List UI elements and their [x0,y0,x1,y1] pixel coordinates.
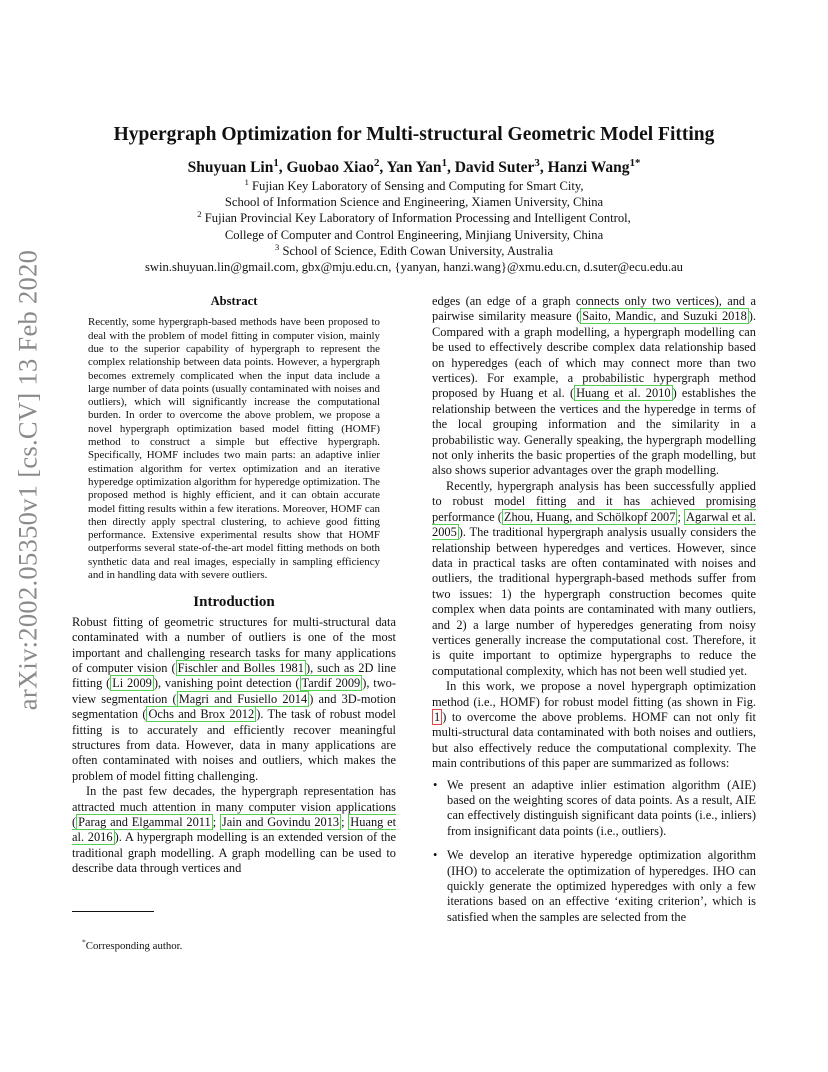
author-name: Yan Yan [386,159,442,176]
affiliation-line [0,194,828,210]
contribution-item: • We present an adaptive inlier estimation algorithm (AIE) based on the weighting scores of data points. As a result, AIE can effectively distinguish significant data points (i.e., inliers) from insignificant data points (i.e., outliers). [447,778,756,840]
right-paragraph-2: Recently, hypergraph analysis has been successfully applied to robust model fitting and it has achieved promising performance ( Zhou, Huang, and Schölkopf 2007 ; Agarwal et al. 2005 ). The traditional hypergraph analysis usually considers the relationship between hyperedges and vertices. However, since data in practical tasks are often contaminated with noises and outliers, the traditional hypergraph-based methods suffer from two issues: 1) the hypergraph construction becomes quite complex when data points are contaminated with many outliers, and 2) a large number of hyperedges generating from noisy vertices generally increase the computational cost. Therefore, it is quite important to optimize hypergraphs to reduce the computational complexity, which has not been well studied yet. [432,478,756,678]
right-paragraph-3: In this work, we propose a novel hypergraph optimization method (i.e., HOMF) for robust model fitting (as shown in Fig. 1 ) to overcome the above problems. HOMF can not only fit multi-structural data contaminated with both noises and outliers, but also effectively reduce the computational complexity. The main contributions of this paper are summarized as follows: [432,679,756,771]
citation-link[interactable]: Tardif 2009 [301,676,361,691]
citation-link[interactable]: Saito, Mandic, and Suzuki 2018 [582,309,747,324]
right-column [432,294,756,934]
author-affiliation-mark: 1* [629,156,641,169]
author-affiliation-mark: 2 [373,156,380,169]
footnote-text: Corresponding author. [85,940,183,952]
affiliation-text: Fujian Provincial Key Laboratory of Information Processing and Intelligent Control, [204,211,631,226]
intro-paragraph-1: Robust fitting of geometric structures for multi-structural data contaminated with a number of outliers is one of the most important and challenging research tasks for many applications of computer vision ( Fischler and Bolles 1981 ), such as 2D line fitting ( Li 2009 ), vanishing point detection ( Tardif 2009 ), two-view segmentation ( Magri and Fusiello 2014 ) and 3D-motion segmentation ( Ochs and Brox 2012 ). The task of robust model fitting is to accurately and efficiently recover meaningful structures from data. However, data in many applications are often contaminated with noises and outliers, which makes the problem of model fitting challenging. [72,614,397,783]
affiliation-text: School of Science, Edith Cowan University, Australia [282,243,554,258]
introduction-heading: Introduction [193,594,275,611]
figure-reference-link[interactable]: 1 [434,709,441,724]
affiliation-text: School of Information Science and Engineering, Xiamen University, China [224,195,604,210]
author-affiliation-mark: 1 [441,156,447,169]
affiliation-line [0,178,828,194]
author-affiliation-mark: 1 [273,156,279,169]
citation-link[interactable]: Fischler and Bolles 1981 [177,660,304,675]
author-name: Shuyuan Lin [187,159,274,176]
contribution-item: • We develop an iterative hyperedge optimization algorithm (IHO) to accelerate the optimization of hyperedges. IHO can quickly generate the optimized hyperedges with only a few iterations based on an effective ‘exiting criterion’, which is satisfied when the samples are selected from the [447,848,756,925]
citation-link[interactable]: Li 2009 [112,676,152,691]
abstract-heading: Abstract [210,294,258,308]
citation-link[interactable]: Huang et al. 2016 [72,815,397,845]
affiliation-text: swin.shuyuan.lin@gmail.com, gbx@mju.edu.cn, {yanyan, hanzi.wang}@xmu.edu.cn, d.suter@ecu.edu.au [145,260,683,275]
left-column [72,294,396,877]
paper-title: Hypergraph Optimization for Multi-structural Geometric Model Fitting [113,124,715,145]
citation-link[interactable]: Parag and Elgammal 2011 [78,815,211,830]
affiliation-line [0,259,828,275]
contribution-list [432,778,756,926]
affiliation-text: Fujian Key Laboratory of Sensing and Computing for Smart City, [252,179,584,193]
citation-link[interactable]: Zhou, Huang, and Schölkopf 2007 [503,509,676,524]
citation-link[interactable]: Agarwal et al. 2005 [432,509,756,540]
footnote-rule [72,911,154,912]
author-name: Hanzi Wang [547,159,630,176]
citation-link[interactable]: Magri and Fusiello 2014 [178,691,308,706]
affiliation-mark: 2 [197,209,202,220]
affiliation-line [0,227,828,243]
affiliation-line [0,210,828,226]
author-name: David Suter [454,159,535,176]
affiliation-line [0,243,828,259]
citation-link[interactable]: Ochs and Brox 2012 [148,707,255,722]
affiliation-mark: 1 [244,176,249,187]
footnote-mark: * [82,937,86,947]
right-paragraph-1: edges (an edge of a graph connects only two vertices), and a pairwise similarity measure ( Saito, Mandic, and Suzuki 2018 ). Compared with a graph modelling, a hypergraph modelling can be used to effectively describe complex data relationship based on hyperedges (each of which may connect more than two vertices). For example, a probabilistic hypergraph method proposed by Huang et al. ( Huang et al. 2010 ) establishes the relationship between the vertices and the hyperedge in terms of the local grouping information and the similarity in a probabilistic way. Generally speaking, the hypergraph modelling not only inherits the basic properties of the graph modelling, but also shows superior advantages over the graph modelling. [432,294,756,478]
author-list: Shuyuan Lin$^1$, Guobao Xiao$^2$, Yan Yan$^1$, David Suter$^3$, Hanzi Wang$^{1*}$ [187,156,641,176]
footnote [82,937,183,952]
citation-link[interactable]: Jain and Govindu 2013 [221,815,340,830]
arxiv-stamp [8,249,48,711]
affiliations [0,178,828,275]
citation-link[interactable]: Huang et al. 2010 [576,386,671,401]
abstract-text: Recently, some hypergraph-based methods have been proposed to deal with the problem of model fitting in computer vision, mainly due to the superior capability of hypergraph to represent the complex relationship between data points. However, a hypergraph becomes extremely complicated when the input data include a large number of data points (usually contaminated with noises and outliers), which will significantly increase the computational burden. In order to overcome the above problem, we propose a novel hypergraph optimization based model fitting (HOMF) method to construct a simple but effective hypergraph. Specifically, HOMF includes two main parts: an adaptive inlier estimation algorithm for vertex optimization and an iterative hyperedge optimization algorithm for hyperedge optimization. The proposed method is highly efficient, and it can obtain accurate model fitting results within a few iterations. Moreover, HOMF can then directly apply spectral clustering, to achieve good fitting performance. Extensive experimental results show that HOMF outperforms several state-of-the-art model fitting methods on both synthetic data and real images, especially in sampling efficiency and in handling data with severe outliers. [88,316,380,582]
author-name: Guobao Xiao [286,159,374,176]
author-affiliation-mark: 3 [534,156,540,169]
arxiv-stamp-text: arXiv:2002.05350v1 [cs.CV] 13 Feb 2020 [12,249,43,711]
affiliation-mark: 3 [274,241,280,252]
intro-paragraph-2: In the past few decades, the hypergraph representation has attracted much attention in many computer vision applications ( Parag and Elgammal 2011 ; Jain and Govindu 2013 ; Huang et al. 2016 ). A hypergraph modelling is an extended version of the traditional graph modelling. A graph modelling can be used to describe data through vertices and [72,784,397,876]
affiliation-text: College of Computer and Control Engineering, Minjiang University, China [224,227,604,242]
